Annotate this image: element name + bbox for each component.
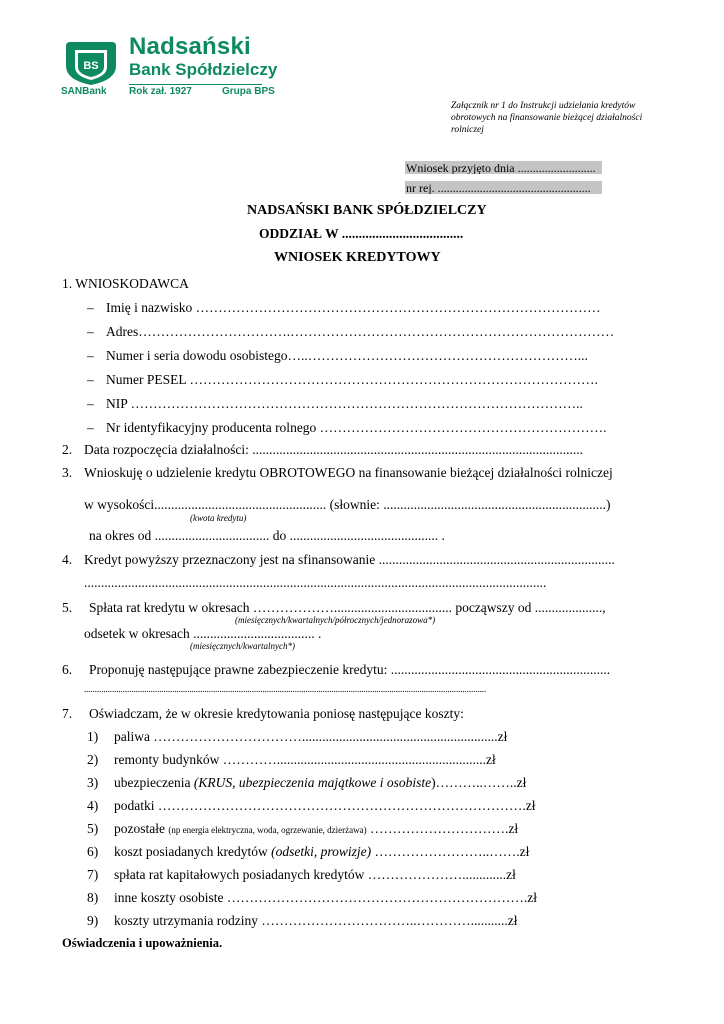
cost-renovation-field[interactable]: remonty budynków …………..............................................................zł (114, 752, 496, 767)
logo-group: Grupa BPS (222, 86, 275, 97)
credit-amount-note: (kwota kredytu) (190, 513, 247, 523)
logo-founded: Rok zał. 1927 (129, 86, 192, 97)
branch-heading: ODDZIAŁ W .................................... (259, 226, 464, 241)
credit-amount-field[interactable]: w wysokości................................................... (słownie: ..................................................................) (84, 497, 611, 512)
repayment-period-note: (miesięcznych/kwartalnych/półrocznych/jednorazowa*) (235, 615, 436, 625)
bullet-dash: – (87, 396, 94, 411)
cost-number: 6) (87, 844, 99, 859)
cost-number: 2) (87, 752, 99, 767)
registration-number-field[interactable]: nr rej. ................................................... (405, 181, 602, 194)
credit-purpose-field[interactable]: Kredyt powyższy przeznaczony jest na sfinansowanie ...................................................................... (84, 552, 615, 567)
logo-divider (129, 84, 262, 85)
cost-number: 8) (87, 890, 99, 905)
cost-other-detail: (np energia elektryczna, woda, ogrzewanie, dzierżawa) (168, 825, 367, 835)
logo-sanbank: SANBank (61, 86, 107, 97)
name-field[interactable]: Imię i nazwisko ……………………………………………………………………………… (106, 300, 601, 315)
cost-number: 7) (87, 867, 99, 882)
item-number: 5. (62, 600, 73, 615)
annex-note: Załącznik nr 1 do Instrukcji udzielania kredytów obrotowych na finansowanie bieżącej działalności rolniczej (451, 101, 643, 135)
cost-loans-label: koszt posiadanych kredytów (114, 844, 272, 859)
bullet-dash: – (87, 372, 94, 387)
cost-loans-dots: ……………………..…….zł (371, 844, 530, 859)
cost-insurance-label: ubezpieczenia (114, 775, 194, 790)
cost-fuel-field[interactable]: paliwa ……………………………..........................................................zł (114, 729, 508, 744)
cost-insurance-detail: (KRUS, ubezpieczenia majątkowe i osobiste (193, 775, 432, 790)
item-number: 2. (62, 442, 73, 457)
logo-badge-text: BS (83, 60, 99, 72)
bullet-dash: – (87, 348, 94, 363)
cost-taxes-field[interactable]: podatki ……………………………………………………………………….zł (114, 798, 536, 813)
start-date-field[interactable]: Data rozpoczęcia działalności: .................................................................................................. (84, 442, 584, 457)
logo-name-line1: Nadsański (129, 33, 251, 60)
repayment-period-field[interactable]: Spłata rat kredytu w okresach ………………................................... począwszy od ...................., (89, 600, 606, 615)
cost-number: 9) (87, 913, 99, 928)
item-number: 3. (62, 465, 73, 480)
cost-insurance-field[interactable] (114, 775, 526, 791)
nip-field[interactable]: NIP ……………………………………………………………………………………….. (106, 396, 583, 411)
accepted-date-field[interactable]: Wniosek przyjęto dnia .......................... (405, 161, 602, 174)
form-title: WNIOSEK KREDYTOWY (274, 250, 441, 265)
interest-period-field[interactable]: odsetek w okresach .................................... . (84, 626, 322, 641)
cost-personal-field[interactable]: inne koszty osobiste ………………………………………………………….zł (114, 890, 537, 905)
cost-other-label: pozostałe (114, 821, 169, 836)
cost-number: 4) (87, 798, 99, 813)
credit-period-field[interactable]: na okres od .................................. do ............................................ . (89, 528, 445, 543)
bank-name-heading: NADSAŃSKI BANK SPÓŁDZIELCZY (247, 203, 487, 218)
bullet-dash: – (87, 420, 94, 435)
bullet-dash: – (87, 300, 94, 315)
item-number: 7. (62, 706, 73, 721)
cost-family-field[interactable]: koszty utrzymania rodziny ……………………………..…………...........zł (114, 913, 518, 928)
cost-loans-detail: (odsetki, prowizje) (271, 844, 372, 859)
item-number: 6. (62, 662, 73, 677)
pesel-field[interactable]: Numer PESEL ………………………………………………………………………………. (106, 372, 598, 387)
costs-heading: Oświadczam, że w okresie kredytowania poniosę następujące koszty: (89, 706, 464, 721)
cost-other-dots: ………………………….zł (366, 821, 519, 836)
statements-heading: Oświadczenia i upoważnienia. (62, 936, 223, 950)
credit-purpose-continued[interactable]: ......................................................................................................................................... (84, 575, 547, 590)
cost-number: 1) (87, 729, 99, 744)
id-card-field[interactable]: Numer i seria dowodu osobistego…..……………………………………………………... (106, 348, 588, 363)
interest-period-note: (miesięcznych/kwartalnych*) (190, 641, 295, 651)
cost-capital-installments-field[interactable]: spłata rat kapitałowych posiadanych kredytów ………………….............zł (114, 867, 516, 882)
collateral-continued[interactable]: ........................................................................................................................................................................................... (84, 684, 487, 694)
cost-number: 3) (87, 775, 99, 790)
bank-logo-badge (62, 40, 120, 86)
applicant-heading: 1. WNIOSKODAWCA (62, 276, 189, 291)
cost-other-field[interactable] (114, 821, 518, 837)
logo-name-line2: Bank Spółdzielczy (129, 60, 278, 79)
cost-loans-field[interactable] (114, 844, 529, 860)
item-number: 4. (62, 552, 73, 567)
cost-number: 5) (87, 821, 99, 836)
bullet-dash: – (87, 324, 94, 339)
credit-request-text: Wnioskuję o udzielenie kredytu OBROTOWEGO na finansowanie bieżącej działalności rolniczej (84, 465, 613, 480)
collateral-field[interactable]: Proponuję następujące prawne zabezpieczenie kredytu: ................................................................. (89, 662, 611, 677)
address-field[interactable]: Adres…………………………….……………………………………………………………… (106, 324, 615, 339)
cost-insurance-dots: )………..……..zł (431, 775, 527, 790)
producer-id-field[interactable]: Nr identyfikacyjny producenta rolnego ………………………………………………………. (106, 420, 607, 435)
